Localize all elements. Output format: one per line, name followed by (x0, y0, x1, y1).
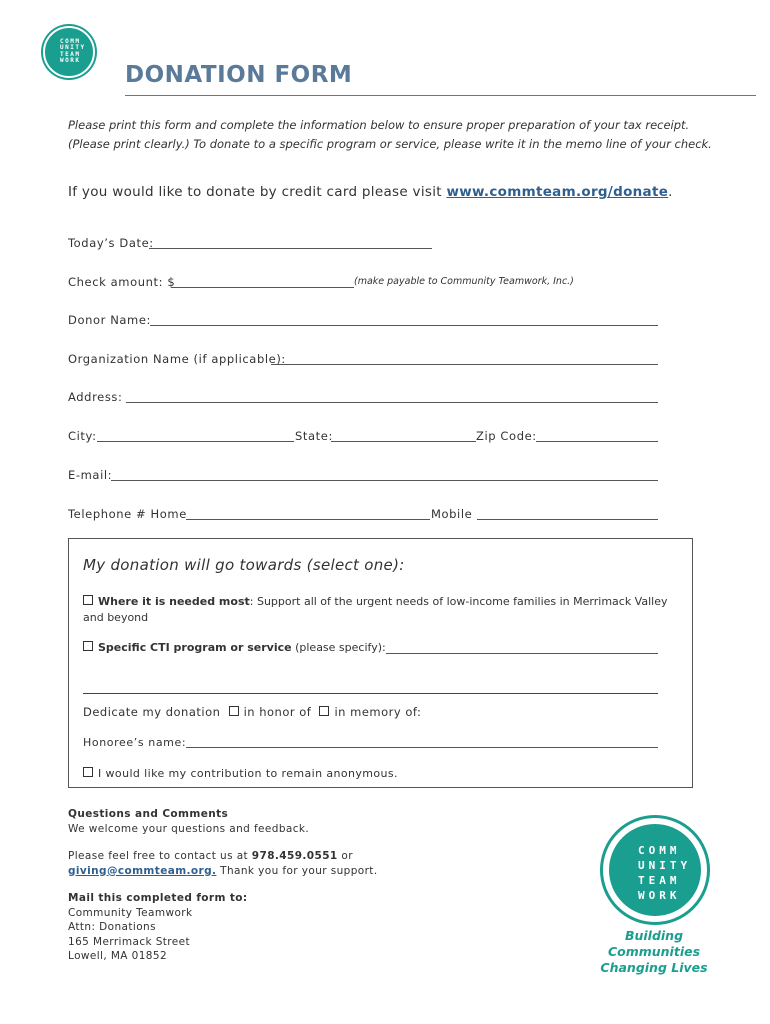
date-field-label: Today’s Date: (68, 236, 154, 250)
intro-text: Please print this form and complete the information below to ensure proper preparation of your tax receipt. (Please print clearly.) To donate to a specific program or service, please write it in the memo line of your check. (68, 118, 712, 151)
in-memory-checkbox[interactable] (319, 706, 329, 716)
address-input-line[interactable] (126, 402, 658, 403)
specific-program-checkbox[interactable] (83, 641, 93, 651)
option-specific-program: Specific CTI program or service (please specify): (83, 640, 386, 656)
footer-contact: Questions and Comments We welcome your questions and feedback. Please feel free to contact us at 978.459.0551 or giving@commteam.org. Thank you for your support. Mail this completed form to: Community Teamwork Attn: Donations 165 Merrimack Street Lowell, MA 01852 (68, 808, 378, 962)
check-amount-label: Check amount: $ (68, 275, 176, 289)
donor-name-input-line[interactable] (150, 325, 658, 326)
dedicate-line: Dedicate my donation in honor of in memory of: (83, 705, 422, 719)
check-payable-note: (make payable to Community Teamwork, Inc.) (354, 276, 574, 287)
specific-program-input-line[interactable] (386, 653, 658, 654)
tagline: Building Communities Changing Lives (600, 928, 708, 975)
logo-large-text: COMM UNITY TEAM WORK (638, 844, 692, 902)
email-input-line[interactable] (111, 480, 658, 481)
honoree-input-line[interactable] (186, 747, 658, 748)
title-divider (125, 95, 756, 96)
state-label: State: (295, 429, 333, 443)
questions-text: We welcome your questions and feedback. (68, 822, 310, 835)
mobile-input-line[interactable] (477, 519, 658, 520)
option-needed-most: Where it is needed most: Support all of the urgent needs of low-income families in Merrimack Valley and beyond (83, 595, 668, 624)
check-amount-input-line[interactable] (171, 287, 354, 288)
logo-large (600, 815, 710, 925)
in-honor-checkbox[interactable] (229, 706, 239, 716)
anonymous-option: I would like my contribution to remain anonymous. (83, 766, 398, 782)
page-title: DONATION FORM (125, 62, 353, 88)
logo-small-text: COMM UNITY TEAM WORK (60, 38, 86, 64)
credit-card-line: If you would like to donate by credit card please visit www.commteam.org/donate. (68, 184, 673, 200)
telephone-input-line[interactable] (186, 519, 430, 520)
zip-label: Zip Code: (476, 429, 537, 443)
date-input-line[interactable] (149, 248, 432, 249)
organization-label: Organization Name (if applicable): (68, 352, 286, 366)
city-input-line[interactable] (97, 441, 294, 442)
logo-small (43, 26, 95, 78)
mail-address-line: 165 Merrimack Street (68, 935, 191, 948)
questions-heading: Questions and Comments (68, 808, 229, 820)
address-label: Address: (68, 390, 123, 404)
telephone-label: Telephone # Home (68, 507, 187, 521)
needed-most-checkbox[interactable] (83, 595, 93, 605)
donor-name-label: Donor Name: (68, 313, 152, 327)
state-input-line[interactable] (331, 441, 476, 442)
phone-number: 978.459.0551 (251, 850, 338, 862)
email-label: E-mail: (68, 468, 113, 482)
mail-address-line: Attn: Donations (68, 921, 156, 933)
anonymous-checkbox[interactable] (83, 767, 93, 777)
mail-address-line: Community Teamwork (68, 906, 193, 919)
organization-input-line[interactable] (271, 364, 658, 365)
city-label: City: (68, 429, 97, 443)
honoree-label: Honoree’s name: (83, 736, 187, 749)
mail-heading: Mail this completed form to: (68, 892, 248, 904)
zip-input-line[interactable] (536, 441, 658, 442)
specific-program-extra-line[interactable] (83, 693, 658, 694)
mobile-label: Mobile (431, 507, 473, 521)
mail-address-line: Lowell, MA 01852 (68, 950, 168, 962)
donation-box-title: My donation will go towards (select one): (83, 556, 405, 574)
donate-link[interactable]: www.commteam.org/donate (446, 184, 669, 200)
giving-email-link[interactable]: giving@commteam.org. (68, 864, 217, 877)
